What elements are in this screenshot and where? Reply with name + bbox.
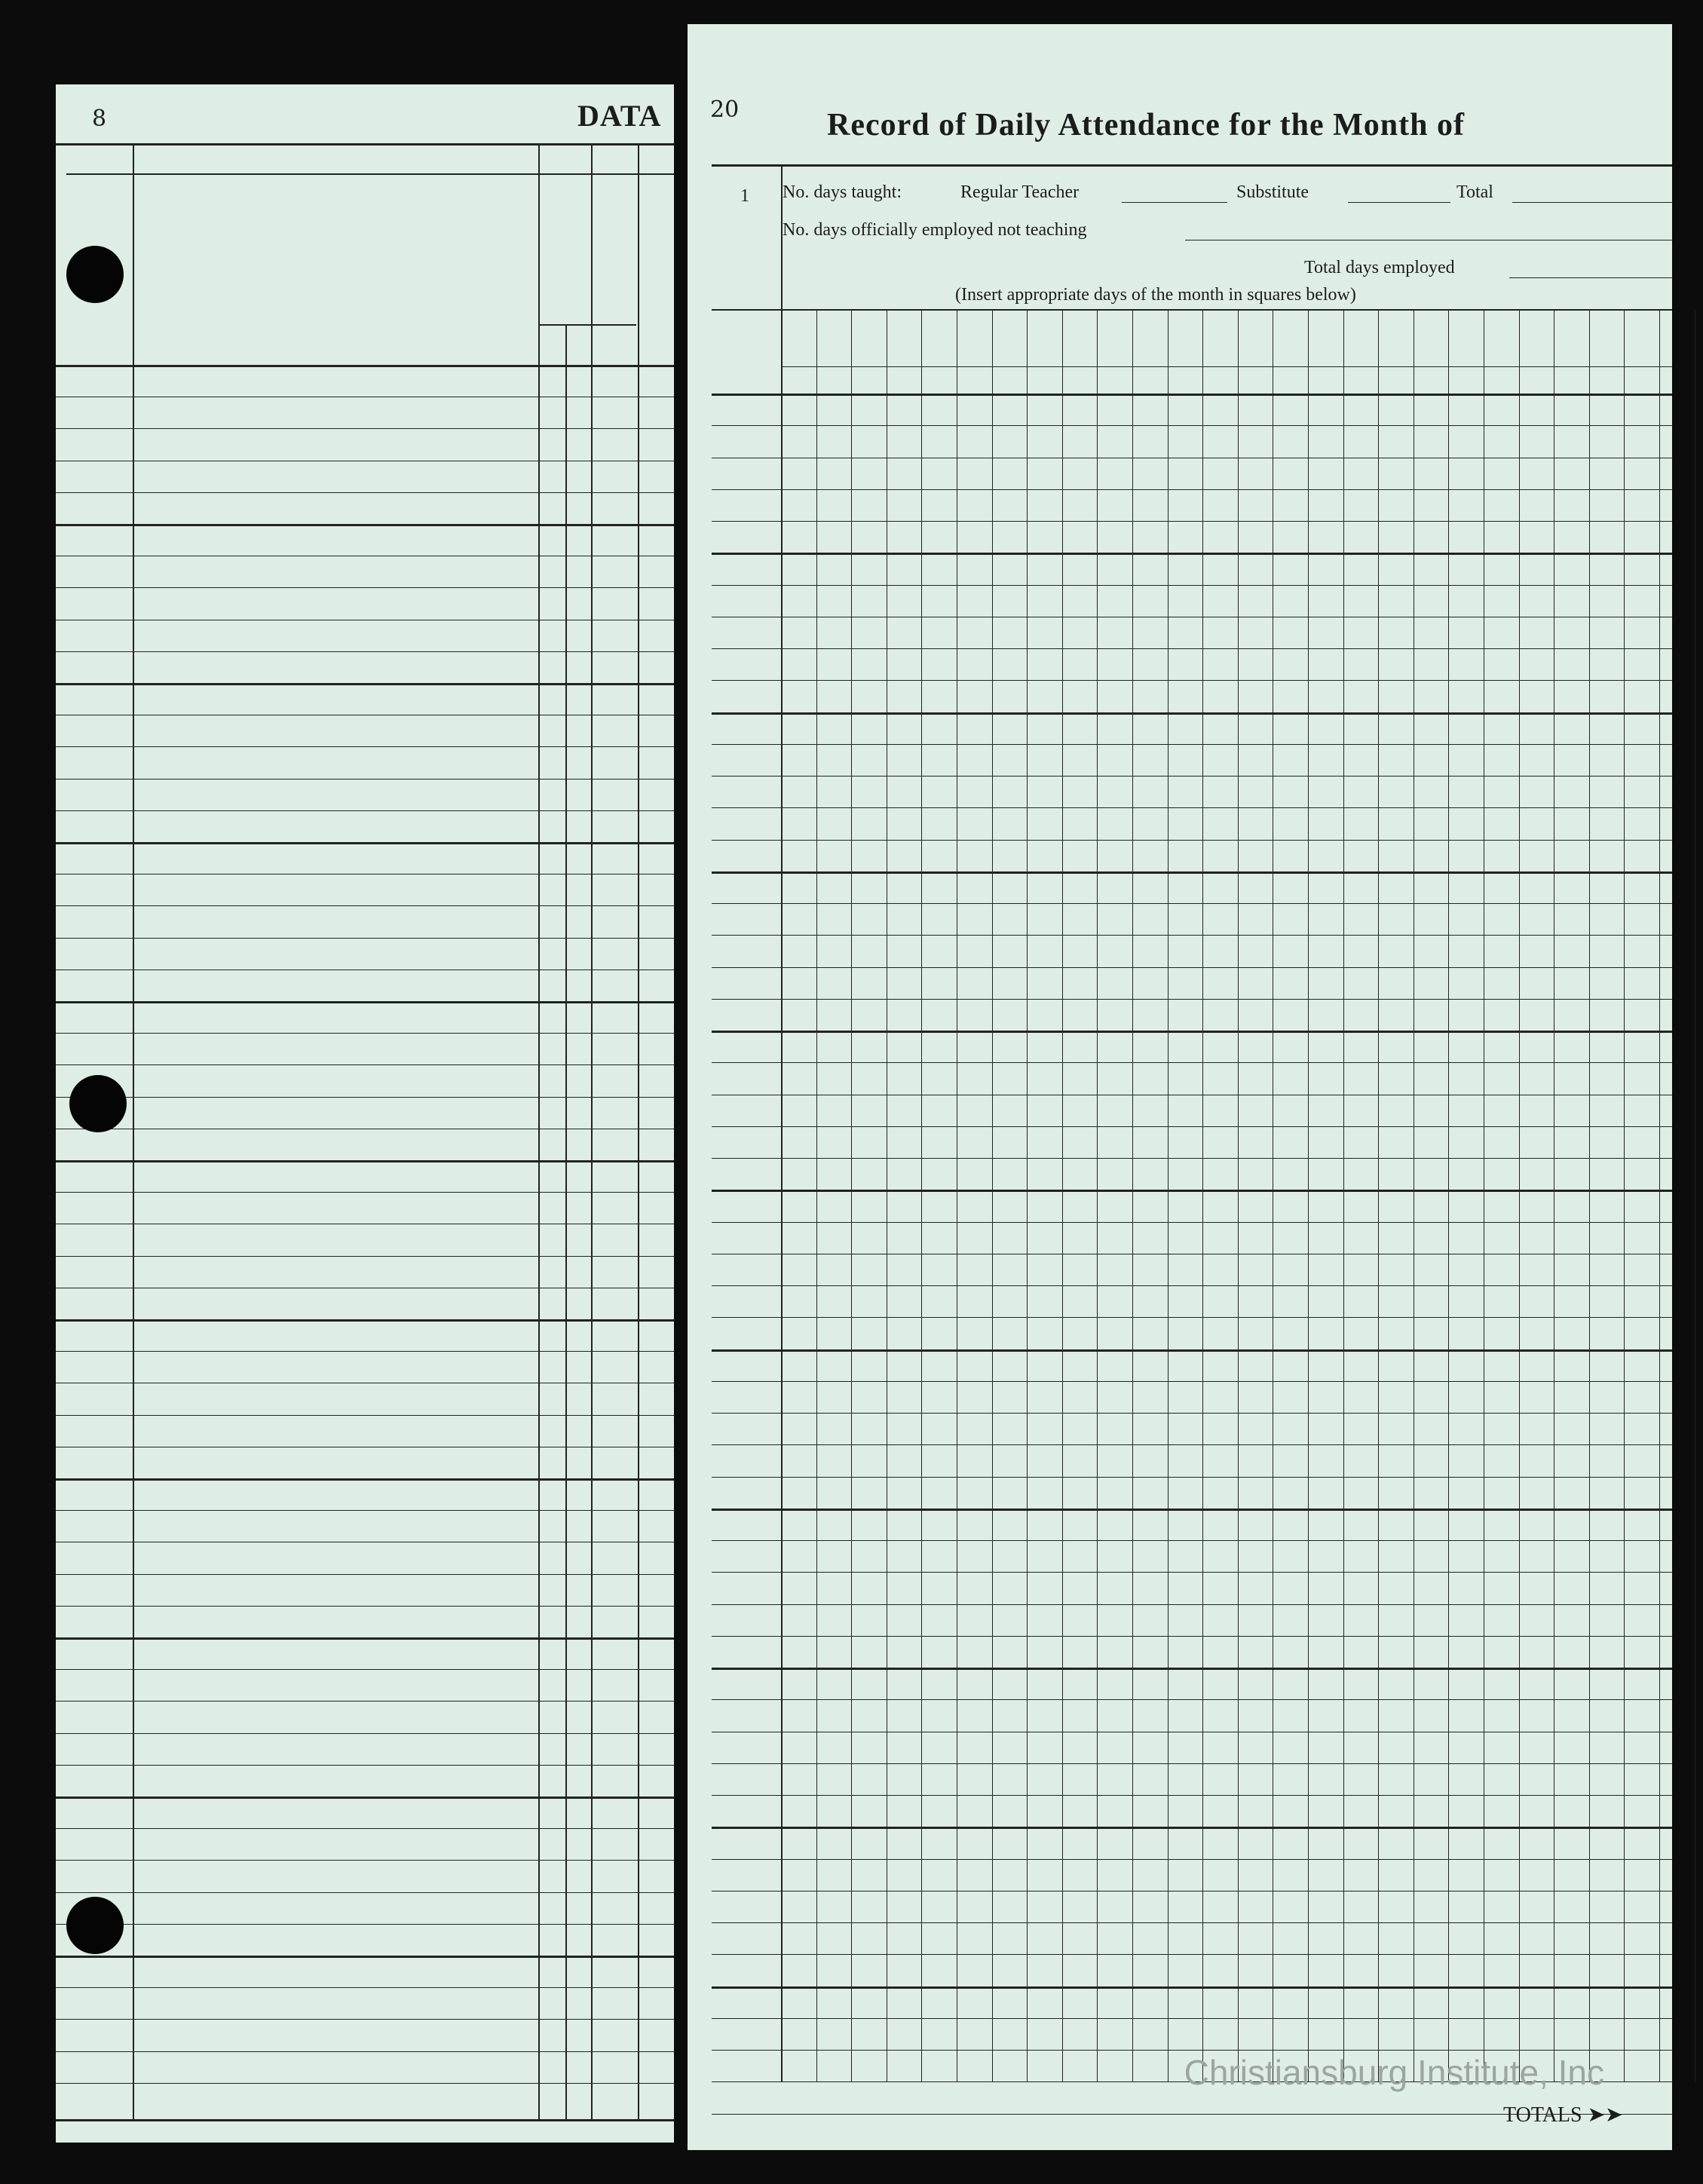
attendance-title: Record of Daily Attendance for the Month of — [827, 108, 1465, 142]
day-col-line — [1202, 309, 1203, 2082]
left-row-line — [56, 1001, 674, 1003]
left-row-line — [56, 1828, 674, 1829]
left-col-line-4 — [638, 143, 639, 2121]
left-row-line — [56, 492, 674, 493]
day-col-line — [1238, 309, 1239, 2082]
left-col-line-2 — [538, 143, 540, 2121]
grid-row-line — [712, 1859, 1672, 1860]
days-taught-label: No. days taught: — [783, 182, 902, 202]
grid-row-line — [712, 1572, 1672, 1573]
day-col-line — [1132, 309, 1133, 2082]
binder-hole-middle — [69, 1075, 127, 1132]
grid-row-line — [712, 648, 1672, 649]
left-row-line — [56, 1415, 674, 1416]
left-row-line — [56, 938, 674, 939]
grid-row-line — [712, 489, 1672, 490]
grid-row-line — [712, 1954, 1672, 1955]
left-row-line — [56, 651, 674, 652]
grid-row-line — [712, 2018, 1672, 2019]
day-col-line — [1448, 309, 1449, 2082]
grid-row-line — [712, 840, 1672, 841]
left-row-line — [56, 1064, 674, 1065]
left-rule-header-bottom — [56, 365, 674, 367]
grid-row-line — [712, 1381, 1672, 1382]
grid-row-line — [712, 553, 1672, 555]
left-row-line — [56, 524, 674, 526]
left-row-line — [56, 2083, 674, 2084]
right-rule-header — [712, 309, 1672, 311]
substitute-label: Substitute — [1236, 182, 1309, 202]
day-col-line — [1308, 309, 1309, 2082]
grid-row-line — [712, 1349, 1672, 1352]
left-row-line — [56, 1510, 674, 1511]
left-row-line — [56, 1478, 674, 1481]
grid-row-line — [712, 967, 1672, 968]
left-row-line — [56, 1701, 674, 1702]
left-row-line — [56, 1160, 674, 1162]
left-row-line — [56, 1097, 674, 1098]
grid-row-line — [712, 585, 1672, 586]
regular-teacher-label: Regular Teacher — [960, 182, 1080, 202]
grid-row-line — [712, 1636, 1672, 1637]
day-col-line — [1062, 309, 1063, 2082]
grid-row-line — [712, 1031, 1672, 1033]
left-row-line — [56, 1892, 674, 1893]
grid-row-line — [712, 1827, 1672, 1829]
left-col-line-3 — [591, 143, 593, 2121]
left-page-title: DATA — [577, 99, 662, 133]
right-rule-days — [781, 366, 1672, 367]
day-col-line — [1027, 309, 1028, 2082]
instructions: (Insert appropriate days of the month in squares below) — [955, 285, 1356, 305]
left-row-line — [56, 1351, 674, 1352]
day-col-line — [1343, 309, 1344, 2082]
grid-row-line — [712, 1477, 1672, 1478]
grid-row-line — [712, 1317, 1672, 1318]
grid-row-line — [712, 1509, 1672, 1511]
day-col-line — [1168, 309, 1169, 2082]
total-label: Total — [1456, 182, 1493, 202]
grid-row-line — [712, 1062, 1672, 1063]
grid-row-line — [712, 1795, 1672, 1796]
grid-row-line — [712, 1540, 1672, 1541]
regular-teacher-blank — [1122, 202, 1227, 203]
right-totals-label: TOTALS ➤➤ — [1503, 2103, 1623, 2127]
grid-row-line — [712, 425, 1672, 426]
total-blank — [1512, 202, 1672, 203]
left-row-line — [56, 1574, 674, 1575]
day-col-line — [921, 309, 922, 2082]
grid-row-line — [712, 935, 1672, 936]
grid-row-line — [712, 1604, 1672, 1605]
right-page-number: 20 — [710, 96, 740, 123]
total-employed-blank — [1509, 277, 1672, 278]
left-rule-mf — [538, 324, 636, 326]
right-rule-grid-top — [712, 394, 1672, 396]
left-row-line — [56, 1797, 674, 1799]
grid-row-line — [712, 521, 1672, 522]
grid-row-line — [712, 999, 1672, 1000]
left-row-line — [56, 746, 674, 747]
left-rule-sub — [66, 173, 674, 175]
left-row-line — [56, 2051, 674, 2052]
left-row-line — [56, 1956, 674, 1958]
day-col-line — [1624, 309, 1625, 2082]
left-row-line — [56, 1924, 674, 1925]
not-teaching-label: No. days officially employed not teaching — [783, 220, 1087, 240]
grid-row-line — [712, 1413, 1672, 1414]
grid-row-line — [712, 1699, 1672, 1700]
total-employed-label: Total days employed — [1304, 258, 1455, 277]
day-col-line — [816, 309, 817, 2082]
left-row-line — [56, 2019, 674, 2020]
day-col-line — [851, 309, 852, 2082]
section-number: 1 — [740, 186, 749, 206]
grid-row-line — [712, 712, 1672, 715]
right-rule-top — [712, 164, 1672, 167]
left-row-line — [56, 1606, 674, 1607]
left-row-line — [56, 779, 674, 780]
grid-row-line — [712, 1922, 1672, 1923]
left-row-line — [56, 428, 674, 429]
grid-row-line — [712, 1126, 1672, 1127]
grid-row-line — [712, 680, 1672, 681]
day-col-line — [1519, 309, 1520, 2082]
grid-row-line — [712, 1158, 1672, 1159]
grid-row-line — [712, 1763, 1672, 1764]
day-col-line — [1378, 309, 1379, 2082]
day-col-line — [1589, 309, 1590, 2082]
grid-row-line — [712, 903, 1672, 904]
left-row-line — [56, 874, 674, 875]
grid-row-line — [712, 1190, 1672, 1192]
left-col-line-mf — [565, 324, 567, 2121]
grid-row-line — [712, 744, 1672, 745]
left-row-line — [56, 1256, 674, 1257]
grid-row-line — [712, 2050, 1672, 2051]
binder-hole-bottom — [66, 1897, 124, 1954]
left-row-line — [56, 842, 674, 844]
left-row-line — [56, 905, 674, 906]
day-col-line — [992, 309, 993, 2082]
left-row-line — [56, 587, 674, 588]
left-row-line — [56, 1637, 674, 1640]
grid-row-line — [712, 871, 1672, 874]
left-row-line — [56, 1192, 674, 1193]
watermark: Christiansburg Institute, Inc — [1184, 2053, 1604, 2092]
left-page-number: 8 — [92, 106, 107, 132]
left-page-data — [56, 84, 674, 2143]
substitute-blank — [1348, 202, 1450, 203]
left-row-line — [56, 683, 674, 685]
day-col-line — [1097, 309, 1098, 2082]
grid-row-line — [712, 1444, 1672, 1445]
grid-row-line — [712, 1222, 1672, 1223]
right-page-attendance — [688, 24, 1672, 2150]
left-row-line — [56, 1669, 674, 1670]
left-row-line — [56, 1319, 674, 1322]
left-rule-top — [56, 143, 674, 145]
day-col-line — [1659, 309, 1660, 2082]
left-row-line — [56, 1733, 674, 1734]
left-row-line — [56, 969, 674, 970]
grid-row-line — [712, 1986, 1672, 1989]
left-row-line — [56, 1765, 674, 1766]
left-totals-rule — [56, 2119, 674, 2121]
grid-row-line — [712, 807, 1672, 808]
binder-hole-top — [66, 246, 124, 303]
grid-row-line — [712, 1285, 1672, 1286]
left-row-line — [56, 810, 674, 811]
left-row-line — [56, 1860, 674, 1861]
left-col-line-1 — [133, 143, 134, 2121]
left-row-line — [56, 1987, 674, 1988]
left-row-line — [56, 1033, 674, 1034]
grid-row-line — [712, 1668, 1672, 1670]
